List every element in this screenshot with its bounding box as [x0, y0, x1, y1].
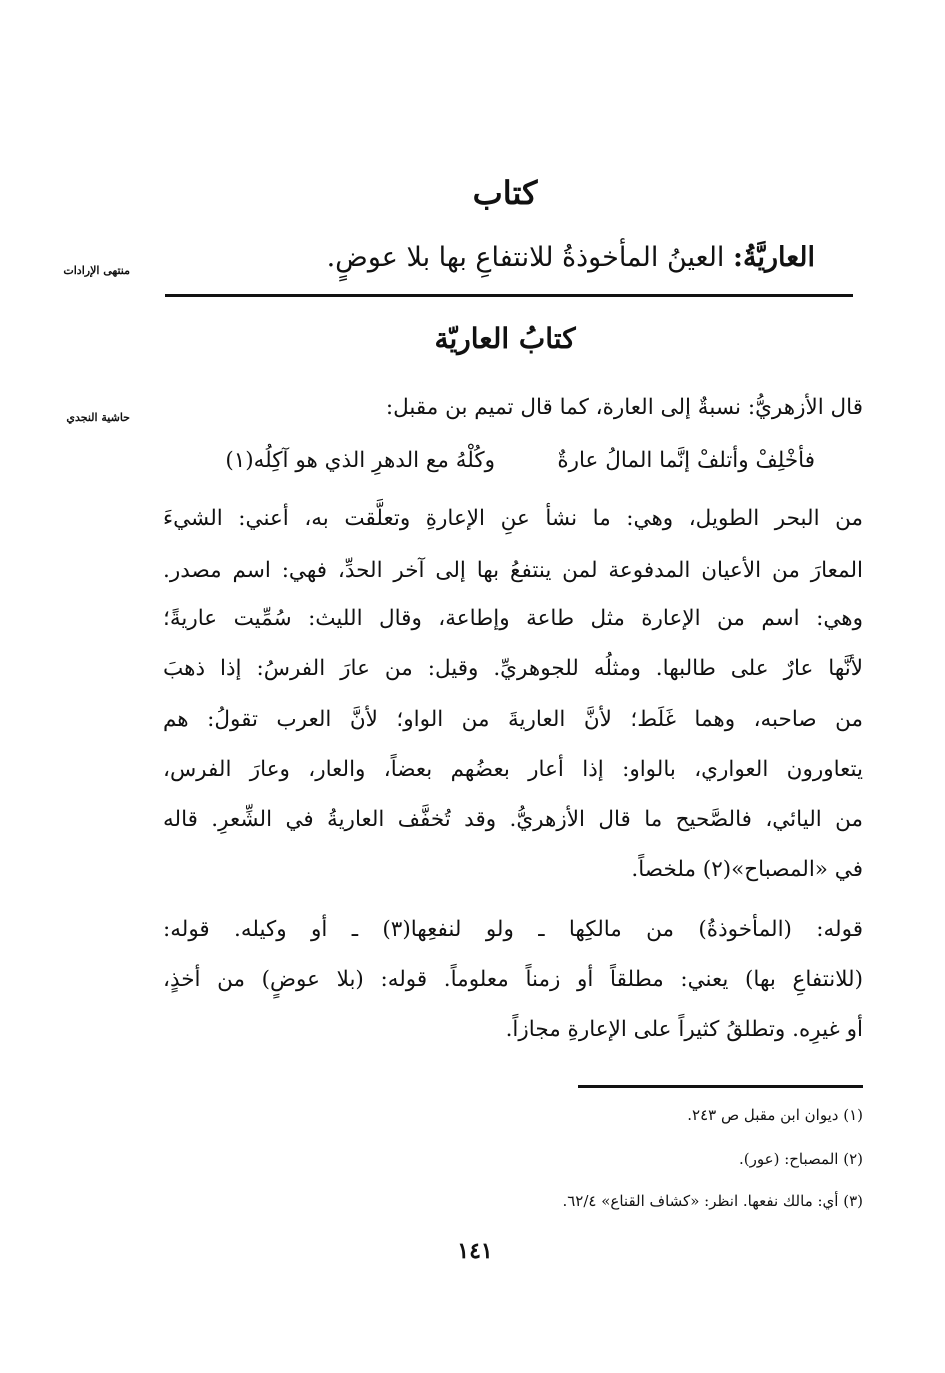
footnote: (١) ديوان ابن مقبل ص ٢٤٣. — [687, 1106, 863, 1124]
commentary-line: قوله: (المأخوذةُ) من مالكِها ـ ولو لنفعِها(٣) ـ أو وكيله. قوله: — [163, 917, 863, 942]
commentary-line: يتعاورون العواري، بالواو: إذا أعار بعضُهم بعضاً، والعار، وعارَ الفرس، — [163, 757, 863, 782]
commentary-line: من البحر الطويل، وهي: ما نشأ عنِ الإعارةِ وتعلَّقت به، أعني: الشيءَ — [163, 506, 863, 531]
footnote: (٢) المصباح: (عور). — [739, 1150, 863, 1168]
side-label-hashiya: حاشية النجدي — [66, 411, 130, 424]
matn-term: العاريَّةُ: — [733, 242, 815, 273]
commentary-line: (للانتفاعِ بها) يعني: مطلقاً أو زمناً معلوماً. قوله: (بلا عوضٍ) من أخذٍ، — [163, 967, 863, 992]
matn-text — [326, 242, 815, 273]
section-divider — [165, 294, 853, 297]
book-title: كتاب — [472, 174, 538, 212]
footnote: (٣) أي: مالك نفعها. انظر: «كشاف القناع» ٦٢/٤. — [562, 1192, 863, 1210]
chapter-title: كتابُ العاريّة — [434, 322, 576, 355]
commentary-line: من اليائي، فالصَّحيح ما قال الأزهريُّ. وقد تُخفَّف العاريةُ في الشِّعرِ. قاله — [163, 807, 863, 832]
commentary-line: وهي: اسم من الإعارة مثل طاعة وإطاعة، وقال الليث: سُمِّيت عاريةً؛ — [163, 606, 863, 631]
commentary-line: لأنَّها عارٌ على طالبها. ومثلُه للجوهريِّ. وقيل: من عارَ الفرسُ: إذا ذهبَ — [163, 656, 863, 681]
commentary-line: أو غيرِه. وتطلقُ كثيراً على الإعارةِ مجازاً. — [505, 1017, 863, 1042]
commentary-intro: قال الأزهريُّ: نسبةٌ إلى العارة، كما قال تميم بن مقبل: — [385, 395, 863, 420]
matn-definition: العينُ المأخوذةُ للانتفاعِ بها بلا عوضٍ. — [326, 242, 725, 273]
side-label-muntaha: منتهى الإرادات — [63, 264, 130, 277]
commentary-line: في «المصباح»(٢) ملخصاً. — [631, 857, 863, 882]
verse-second-hemistich: وكُلْهُ مع الدهرِ الذي هو آكِلُه(١) — [225, 448, 495, 473]
page-number: ١٤١ — [457, 1238, 493, 1264]
verse-first-hemistich: فأخْلِفْ وأتلفْ إنَّما المالُ عارةٌ — [557, 448, 815, 473]
commentary-line: من صاحبه، وهما غَلَط؛ لأنَّ العاريةَ من الواو؛ لأنَّ العرب تقولُ: هم — [163, 707, 863, 732]
commentary-line: المعارَ من الأعيان المدفوعة لمن ينتفعُ بها إلى آخر الحدِّ، فهي: اسم مصدر. — [163, 558, 863, 583]
footnote-divider — [578, 1085, 863, 1088]
